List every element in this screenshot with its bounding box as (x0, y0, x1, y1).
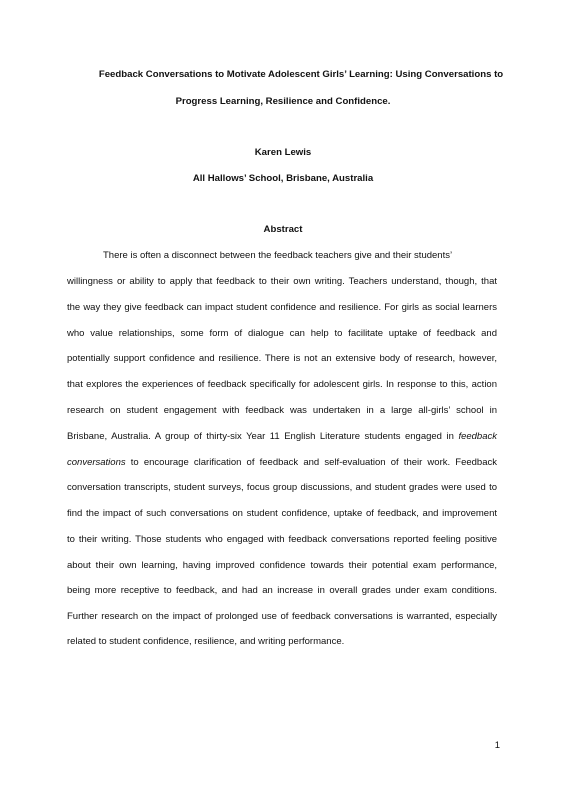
abstract-line: who value relationships, some form of dialogue can help to facilitate uptake of feedback and (67, 328, 497, 339)
abstract-line: Further research on the impact of prolonged use of feedback conversations is warranted, especially (67, 611, 497, 622)
abstract-line: research on student engagement with feedback was undertaken in a large all-girls’ school in (67, 405, 497, 416)
abstract-line: potentially support confidence and resilience. There is not an extensive body of research, however, (67, 353, 497, 364)
abstract-text: to encourage clarification of feedback and self-evaluation of their work. Feedback (130, 457, 497, 468)
abstract-line: the way they give feedback can impact student confidence and resilience. For girls as social learners (67, 302, 497, 313)
abstract-emphasis: feedback (458, 431, 497, 442)
abstract-line: related to student confidence, resilience, and writing performance. (67, 636, 345, 647)
abstract-line: to their writing. Those students who engaged with feedback conversations reported feeling positive (67, 534, 497, 545)
abstract-heading: Abstract (263, 224, 303, 235)
abstract-line (67, 457, 497, 469)
abstract-line: There is often a disconnect between the feedback teachers give and their students’ (103, 250, 453, 261)
abstract-line: conversation transcripts, student surveys, focus group discussions, and student grades were used to (67, 482, 497, 493)
abstract-line: about their own learning, having improved confidence towards their potential exam performance, (67, 560, 497, 571)
page-number: 1 (494, 740, 500, 751)
abstract-line: find the impact of such conversations on student confidence, uptake of feedback, and improvement (67, 508, 497, 519)
abstract-emphasis: conversations (67, 457, 126, 468)
abstract-line: willingness or ability to apply that feedback to their own writing. Teachers understand, though, that (67, 276, 497, 287)
abstract-line: that explores the experiences of feedback specifically for adolescent girls. In response to this, action (67, 379, 497, 390)
paper-title-line-2: Progress Learning, Resilience and Confidence. (175, 96, 391, 107)
author-name: Karen Lewis (254, 147, 312, 158)
author-affiliation: All Hallows’ School, Brisbane, Australia (192, 173, 374, 184)
paper-title-line-1: Feedback Conversations to Motivate Adolescent Girls’ Learning: Using Conversations to (98, 69, 504, 80)
abstract-text: Brisbane, Australia. A group of thirty-six Year 11 English Literature students engaged in (67, 431, 454, 442)
abstract-line (67, 431, 497, 443)
abstract-line: being more receptive to feedback, and had an increase in overall grades under exam conditions. (67, 585, 497, 596)
